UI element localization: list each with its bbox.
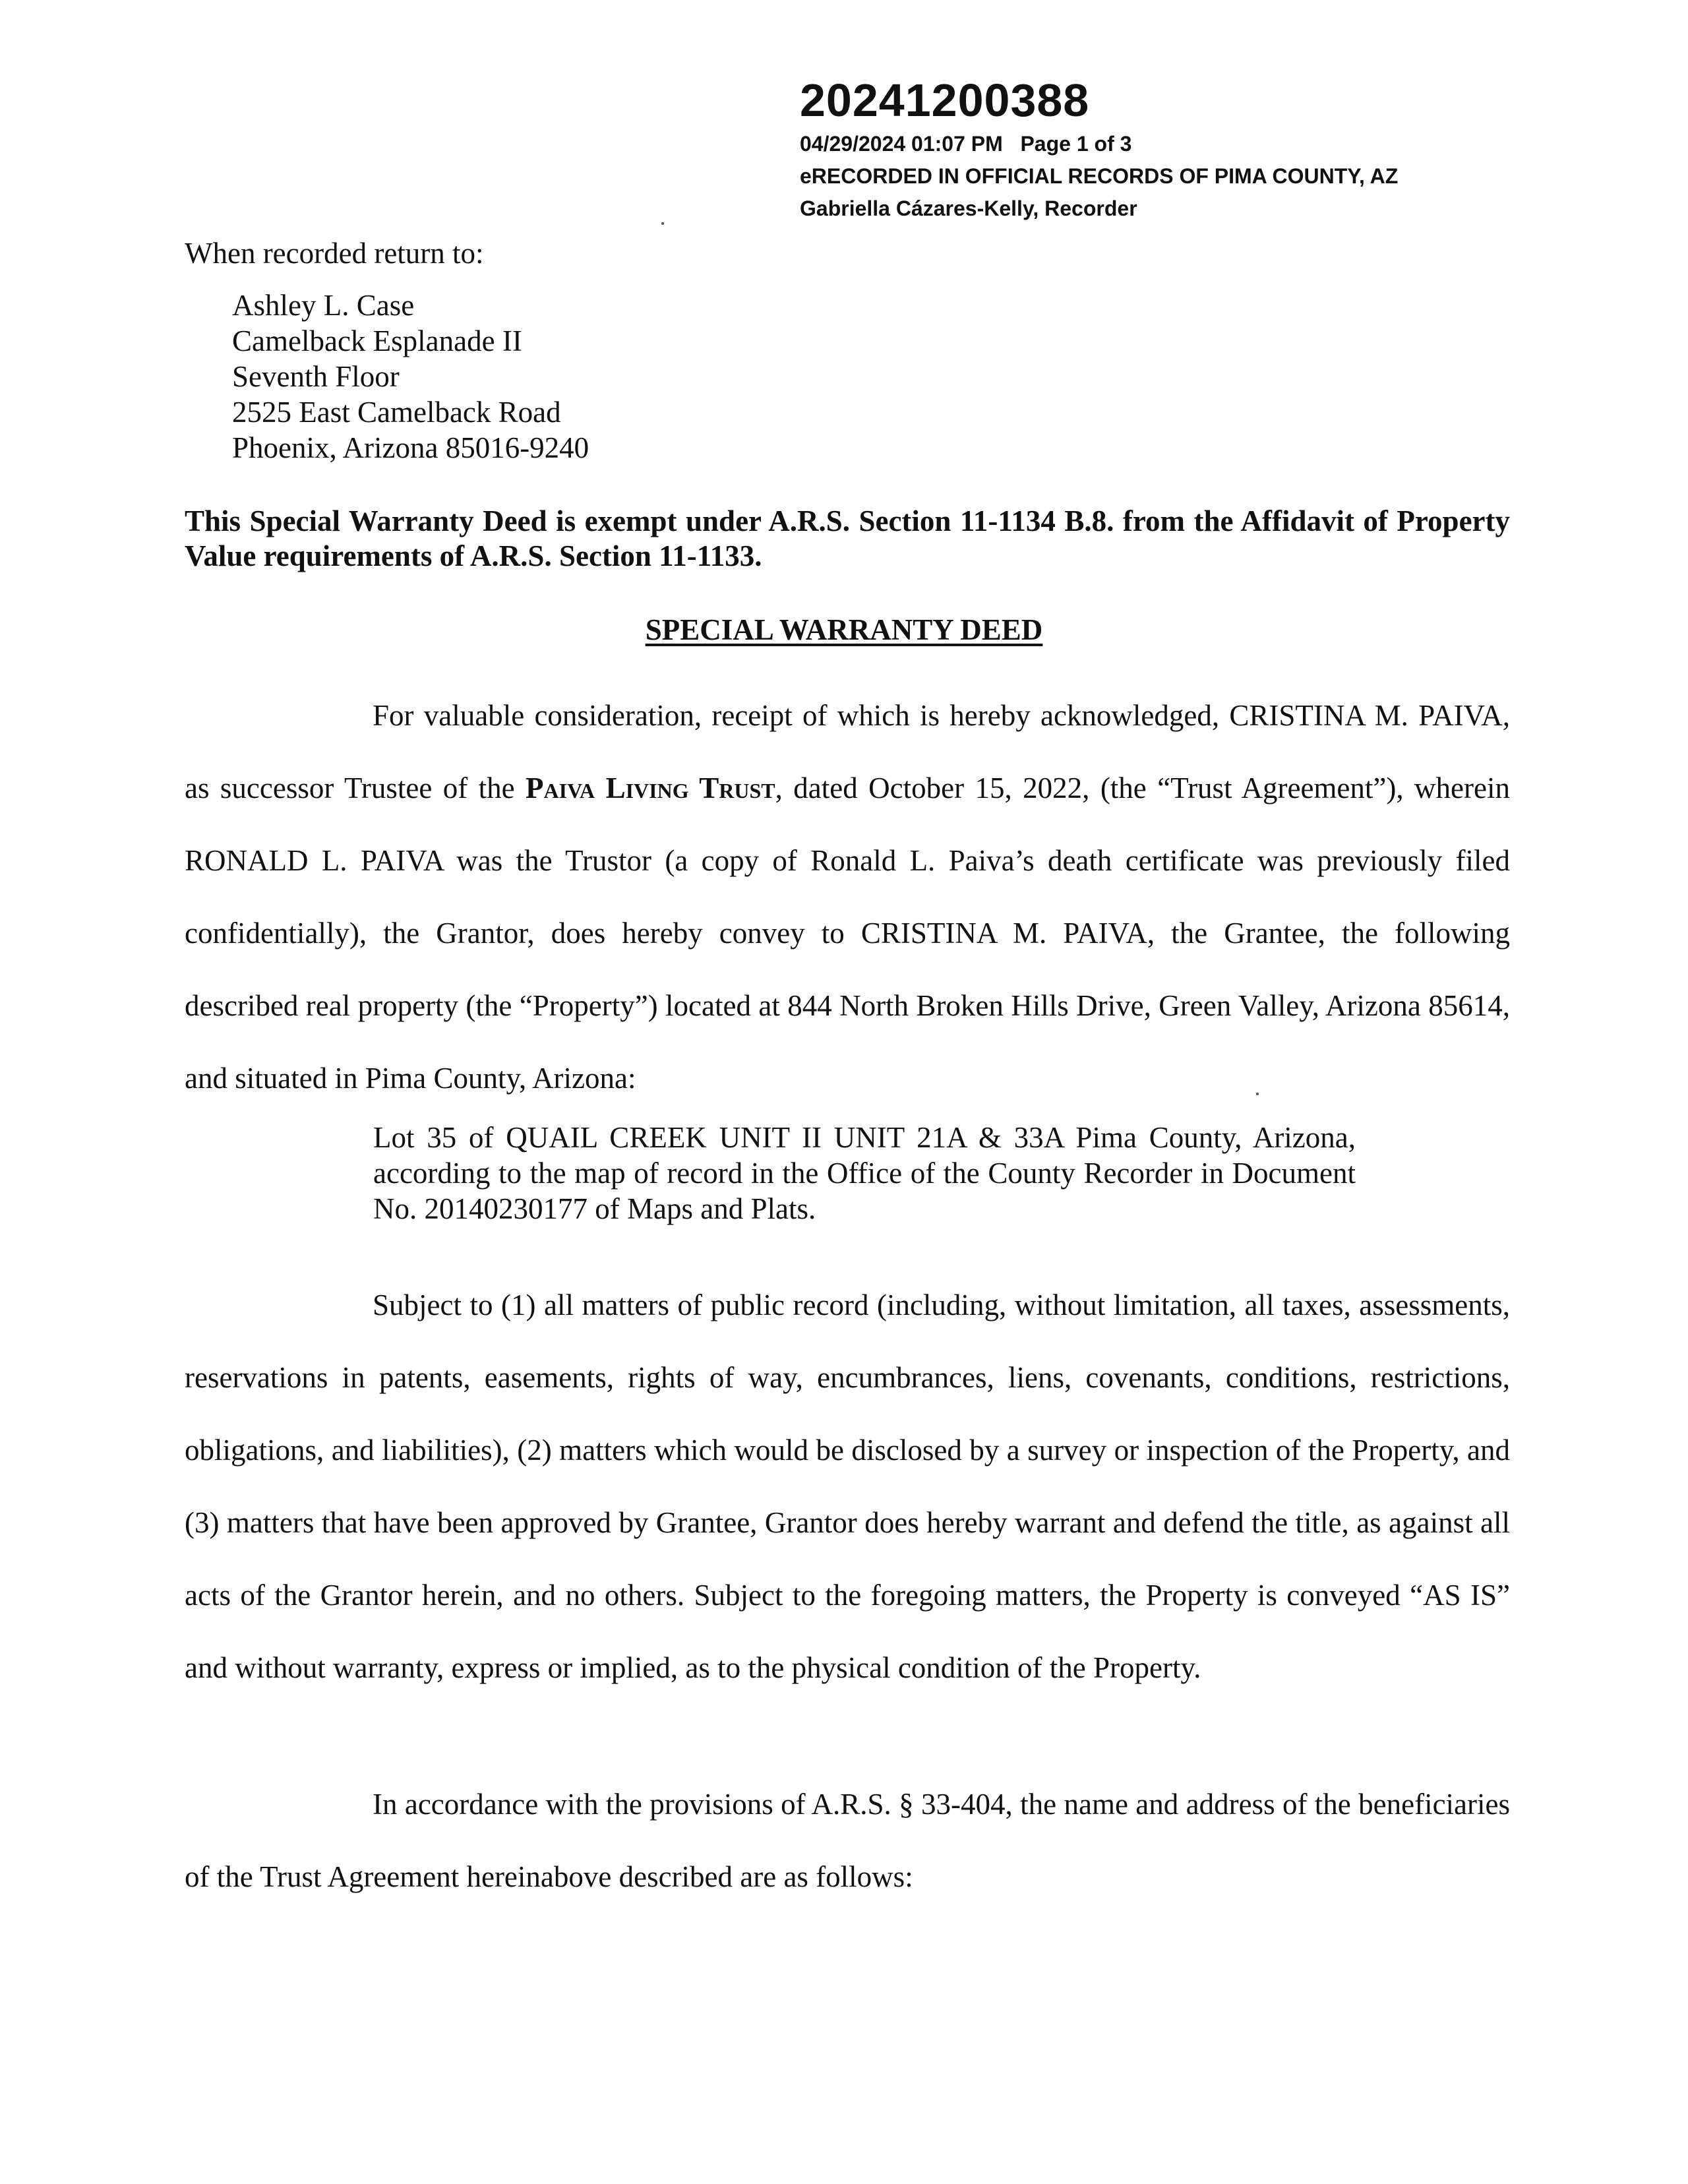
- recorded-in-line: eRECORDED IN OFFICIAL RECORDS OF PIMA COUNTY, AZ: [800, 164, 1399, 188]
- return-address-line: Camelback Esplanade II: [232, 324, 522, 357]
- return-address-line: Seventh Floor: [232, 360, 400, 393]
- trust-name: Paiva Living Trust: [526, 772, 775, 804]
- recording-stamp: [800, 73, 1525, 225]
- conveyance-text-end: , dated October 15, 2022, (the “Trust Agreement”), wherein RONALD L. PAIVA was the Trustor (a copy of Ronald L. Paiva’s death certificate was previously filed confidentially), the Grantor, does hereby convey to CRISTINA M. PAIVA, the Grantee, the following described real property (the “Property”) located at 844 North Broken Hills Drive, Green Valley, Arizona 85614, and situated in Pima County, Arizona:: [185, 772, 1510, 1095]
- deed-title: SPECIAL WARRANTY DEED: [645, 613, 1043, 646]
- subject-to-paragraph: [185, 1269, 1510, 1704]
- exemption-notice: This Special Warranty Deed is exempt under A.R.S. Section 11-1134 B.8. from the Affidavit of Property Value requirements of A.R.S. Section 11-1133.: [185, 504, 1510, 572]
- recorder-name: Gabriella Cázares-Kelly, Recorder: [800, 197, 1137, 220]
- recording-datetime-page: 04/29/2024 01:07 PM Page 1 of 3: [800, 132, 1132, 156]
- return-address-line: Ashley L. Case: [232, 289, 415, 322]
- document-number: 20241200388: [800, 75, 1090, 126]
- subject-to-text: Subject to (1) all matters of public record (including, without limitation, all taxes, assessments, reservations in patents, easements, rights of way, encumbrances, liens, covenants, conditions, restrictions, obligations, and liabilities), (2) matters which would be disclosed by a survey or inspection of the Property, and (3) matters that have been approved by Grantee, Grantor does hereby warrant and defend the title, as against all acts of the Grantor herein, and no others. Subject to the foregoing matters, the Property is conveyed “AS IS” and without warranty, express or implied, as to the physical condition of the Property.: [185, 1289, 1510, 1684]
- conveyance-paragraph: [185, 679, 1510, 1114]
- return-address: [232, 288, 589, 466]
- beneficiaries-paragraph: [185, 1768, 1510, 1913]
- legal-description: Lot 35 of QUAIL CREEK UNIT II UNIT 21A & 33A Pima County, Arizona, according to the map of record in the Office of the County Recorder in Document No. 20140230177 of Maps and Plats.: [373, 1121, 1356, 1225]
- scan-speck: [661, 222, 664, 225]
- conveyance-text-start: For valuable consideration, receipt of which is hereby acknowledged, CRISTINA M. PAIVA, as successor Trustee of the: [185, 699, 1510, 804]
- return-to-label: When recorded return to:: [185, 237, 484, 270]
- return-address-line: 2525 East Camelback Road: [232, 396, 561, 429]
- beneficiaries-text: In accordance with the provisions of A.R.S. § 33-404, the name and address of the beneficiaries of the Trust Agreement hereinabove described are as follows:: [185, 1788, 1510, 1893]
- return-address-line: Phoenix, Arizona 85016-9240: [232, 431, 589, 464]
